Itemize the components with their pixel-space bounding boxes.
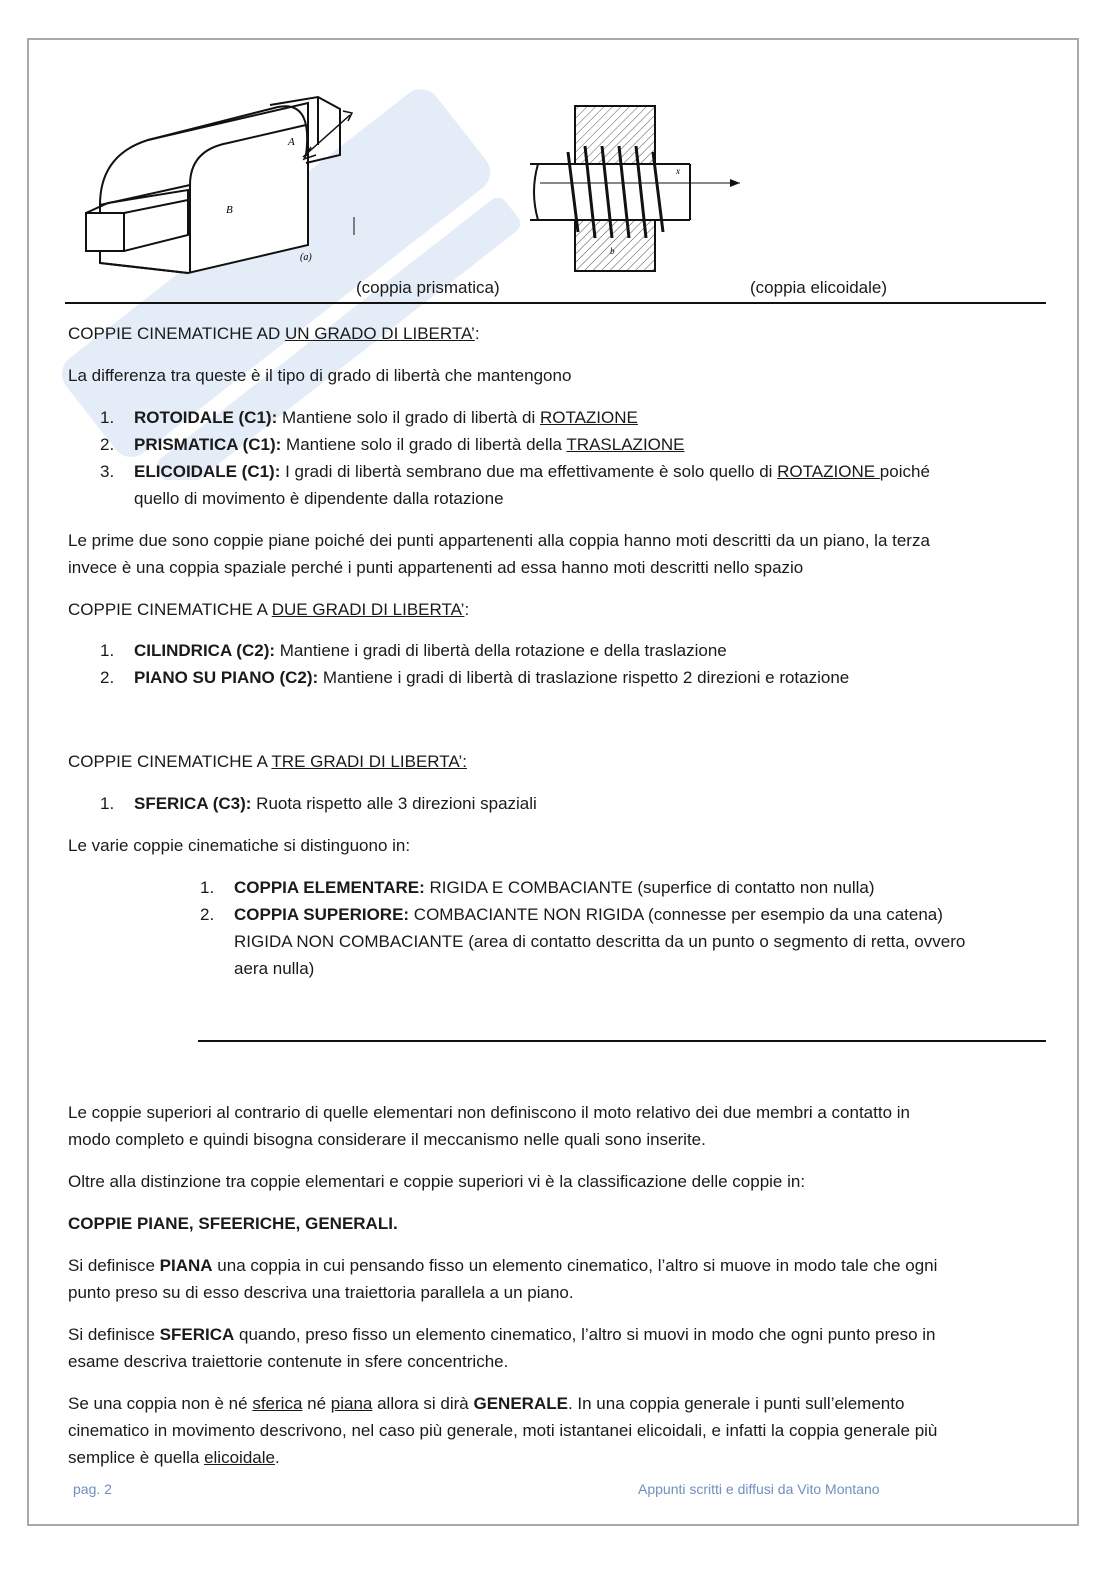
section1-heading: COPPIE CINEMATICHE AD UN GRADO DI LIBERTA’: xyxy=(68,324,480,343)
section1-intro: La differenza tra queste è il tipo di grado di libertà che mantengono xyxy=(68,366,572,385)
label-x: x xyxy=(676,166,680,176)
top-divider xyxy=(65,302,1046,304)
section4-p3: COPPIE PIANE, SFEERICHE, GENERALI. xyxy=(68,1214,398,1233)
section4-p5-line1: Si definisce SFERICA quando, preso fisso un elemento cinematico, l’altro si muovi in modo che ogni punto preso in xyxy=(68,1325,936,1344)
section3-heading: COPPIE CINEMATICHE A TRE GRADI DI LIBERTA’: xyxy=(68,752,467,771)
footer-credit: Appunti scritti e diffusi da Vito Montano xyxy=(638,1481,880,1497)
helical-pair-figure xyxy=(530,104,750,274)
section3-intro: Le varie coppie cinematiche si distinguono in: xyxy=(68,836,411,855)
section4-p6-line1: Se una coppia non è né sferica né piana allora si dirà GENERALE. In una coppia generale i punti sull’elemento xyxy=(68,1394,905,1413)
section1-paragraph-line1: Le prime due sono coppie piane poiché dei punti appartenenti alla coppia hanno moti descritti da un piano, la terza xyxy=(68,531,930,550)
label-b2: b xyxy=(610,246,615,256)
label-a: A xyxy=(288,136,295,148)
label-b: B xyxy=(226,204,233,216)
section4-p4-line1: Si definisce PIANA una coppia in cui pensando fisso un elemento cinematico, l’altro si muove in modo tale che ogni xyxy=(68,1256,938,1275)
prismatic-pair-figure xyxy=(78,95,368,280)
caption-helical: (coppia elicoidale) xyxy=(750,278,888,297)
section4-p6-line3: semplice è quella elicoidale. xyxy=(68,1448,280,1467)
section4-p1-line2: modo completo e quindi bisogna considerare il meccanismo nelle quali sono inserite. xyxy=(68,1130,706,1149)
section2-heading: COPPIE CINEMATICHE A DUE GRADI DI LIBERTA’: xyxy=(68,600,470,619)
section4-p5-line2: esame descriva traiettorie contenute in sfere concentriche. xyxy=(68,1352,509,1371)
section4-p6-line2: cinematico in movimento descrivono, nel caso più generale, moti istantanei elicoidali, e infatti la coppia generale più xyxy=(68,1421,938,1440)
section4-p4-line2: punto preso su di esso descriva una traiettoria parallela a un piano. xyxy=(68,1283,574,1302)
label-fig: (a) xyxy=(300,252,312,263)
caption-prismatic: (coppia prismatica) xyxy=(356,278,500,297)
section4-p2: Oltre alla distinzione tra coppie elementari e coppie superiori vi è la classificazione delle coppie in: xyxy=(68,1172,806,1191)
mid-divider xyxy=(198,1040,1046,1042)
section1-paragraph-line2: invece è una coppia spaziale perché i punti appartenenti ad essa hanno moti descritti nello spazio xyxy=(68,558,804,577)
section4-p1-line1: Le coppie superiori al contrario di quelle elementari non definiscono il moto relativo dei due membri a contatto in xyxy=(68,1103,910,1122)
page-number: pag. 2 xyxy=(73,1481,112,1497)
